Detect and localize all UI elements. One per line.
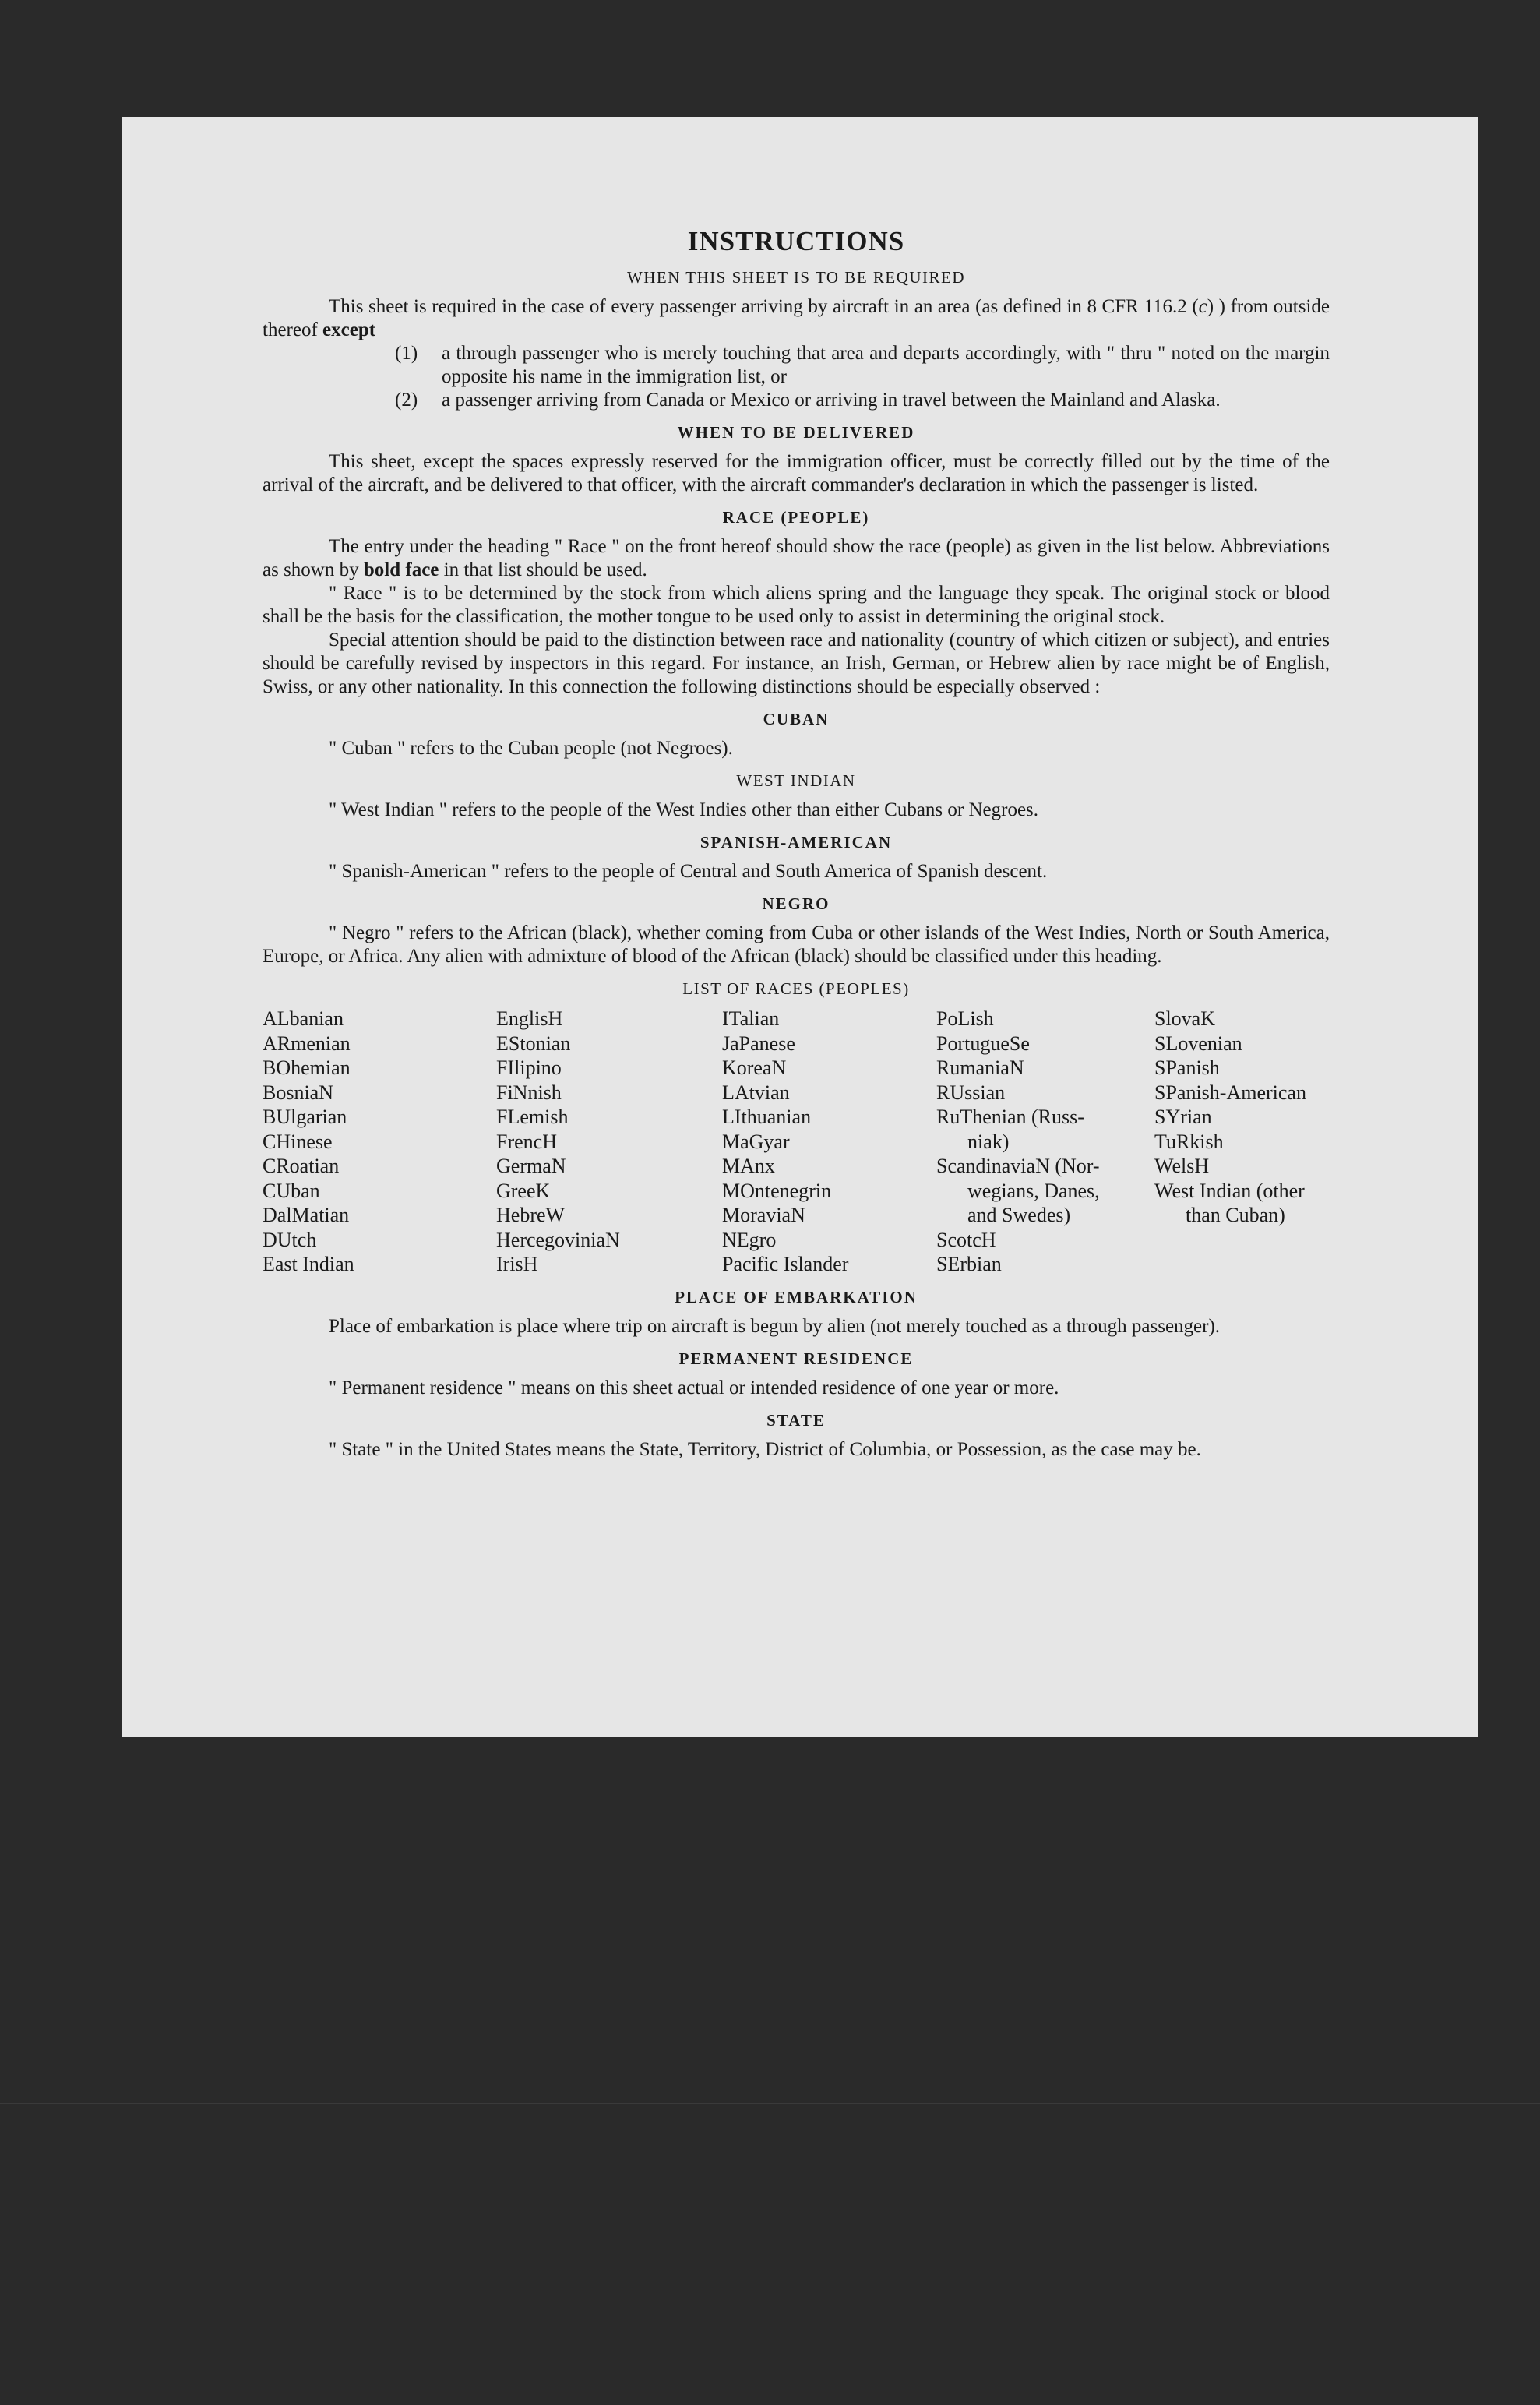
race-paragraph-1: The entry under the heading " Race " on the front hereof should show the race (people) as given in the list below. Abbreviations as shown by bold face in that list should be used. xyxy=(263,536,1330,580)
race-entry: BUlgarian xyxy=(263,1106,347,1128)
heading-place-of-embarkation: PLACE OF EMBARKATION xyxy=(675,1287,918,1307)
sheet-content xyxy=(263,226,1330,1462)
heading-cuban: CUBAN xyxy=(763,710,830,728)
race-entry: NEgro xyxy=(722,1228,777,1251)
race-entry: West Indian (other xyxy=(1154,1179,1305,1202)
race-entry: East Indian xyxy=(263,1253,354,1275)
race-entry: CRoatian xyxy=(263,1155,340,1177)
race-entry: MaGyar xyxy=(722,1130,790,1153)
race-entry: FLemish xyxy=(496,1106,569,1128)
west-indian-text: " West Indian " refers to the people of the West Indies other than either Cubans or Negroes. xyxy=(329,799,1039,820)
race-entry: CUban xyxy=(263,1179,320,1202)
race-entry: SlovaK xyxy=(1154,1007,1215,1030)
heading-spanish-american: SPANISH-AMERICAN xyxy=(700,833,893,852)
race-entry: DalMatian xyxy=(263,1204,350,1226)
race-entry: IrisH xyxy=(496,1253,538,1275)
race-entry: MAnx xyxy=(722,1155,775,1177)
race-entry-continued: than Cuban) xyxy=(1186,1204,1285,1226)
race-entry: Pacific Islander xyxy=(722,1253,849,1275)
when-required-item-1: (1) a through passenger who is merely touching that area and departs accordingly, with " thru " noted on the margin opposite his name in the immigration list, or xyxy=(395,343,1330,387)
when-required-intro: This sheet is required in the case of every passenger arriving by aircraft in an area (as defined in 8 CFR 116.2 (c) ) from outside thereof except xyxy=(263,296,1330,340)
race-entry: MOntenegrin xyxy=(722,1179,832,1202)
race-entry: SYrian xyxy=(1154,1106,1212,1128)
negro-text: " Negro " refers to the African (black), whether coming from Cuba or other islands of the West Indies, North or South America, Europe, or Africa. Any alien with admixture of blood of the African (black) should be classified under this heading. xyxy=(263,922,1330,967)
race-entry: EStonian xyxy=(496,1031,571,1055)
heading-west-indian: WEST INDIAN xyxy=(736,771,856,790)
race-entry: MoraviaN xyxy=(722,1204,805,1226)
heading-permanent-residence: PERMANENT RESIDENCE xyxy=(678,1349,914,1368)
heading-when-required: WHEN THIS SHEET IS TO BE REQUIRED xyxy=(626,268,966,287)
race-entry-continued: niak) xyxy=(967,1130,1010,1153)
race-entry: SPanish-American xyxy=(1154,1081,1306,1104)
cuban-text: " Cuban " refers to the Cuban people (not Negroes). xyxy=(329,738,733,759)
spanish-american-text: " Spanish-American " refers to the people of Central and South America of Spanish descent. xyxy=(329,861,1048,882)
race-entry: ARmenian xyxy=(263,1031,351,1055)
race-entry: LIthuanian xyxy=(722,1106,812,1128)
race-entry: SErbian xyxy=(936,1253,1002,1275)
race-entry: SLovenian xyxy=(1154,1031,1242,1055)
heading-when-delivered: WHEN TO BE DELIVERED xyxy=(677,423,915,442)
race-entry: ScotcH xyxy=(936,1228,996,1251)
race-paragraph-3: Special attention should be paid to the distinction between race and nationality (country of which citizen or subject), and entries should be carefully revised by inspectors in this regard. For instance, an Irish, German, or Hebrew alien by race might be of English, Swiss, or any other nationality. In this connection the following distinctions should be especially observed : xyxy=(263,629,1330,697)
races-column-3 xyxy=(722,1007,936,1277)
race-entry: ALbanian xyxy=(263,1007,344,1030)
race-entry: GermaN xyxy=(496,1155,566,1177)
instruction-sheet xyxy=(122,117,1478,1737)
permanent-residence-text: " Permanent residence " means on this sheet actual or intended residence of one year or more. xyxy=(329,1377,1059,1398)
race-paragraph-2: " Race " is to be determined by the stock from which aliens spring and the language they speak. The original stock or blood shall be the basis for the classification, the mother tongue to be used only to assist in determining the original stock. xyxy=(263,583,1330,627)
state-text: " State " in the United States means the State, Territory, District of Columbia, or Possession, as the case may be. xyxy=(329,1438,1201,1460)
race-entry: EnglisH xyxy=(496,1007,563,1030)
races-column-1 xyxy=(263,1007,496,1277)
race-entry: ITalian xyxy=(722,1007,780,1030)
race-entry-continued: and Swedes) xyxy=(967,1204,1071,1226)
race-entry: WelsH xyxy=(1154,1155,1210,1177)
race-entry-continued: wegians, Danes, xyxy=(967,1179,1100,1202)
race-entry: RumaniaN xyxy=(936,1056,1024,1079)
race-entry: BOhemian xyxy=(263,1056,351,1079)
heading-state: STATE xyxy=(766,1410,826,1430)
race-entry: DUtch xyxy=(263,1228,317,1251)
races-list xyxy=(263,1007,1330,1277)
race-entry: TuRkish xyxy=(1154,1130,1224,1153)
when-delivered-text: This sheet, except the spaces expressly reserved for the immigration officer, must be correctly filled out by the time of the arrival of the aircraft, and be delivered to that officer, with the aircraft commander's declaration in which the passenger is listed. xyxy=(263,451,1330,495)
race-entry: KoreaN xyxy=(722,1056,787,1079)
when-required-item-2: (2) a passenger arriving from Canada or Mexico or arriving in travel between the Mainland and Alaska. xyxy=(395,390,1221,411)
race-entry: RUssian xyxy=(936,1081,1006,1104)
heading-list-of-races: LIST OF RACES (PEOPLES) xyxy=(682,979,910,998)
race-entry: GreeK xyxy=(496,1179,551,1202)
race-entry: FrencH xyxy=(496,1130,557,1153)
races-column-2 xyxy=(496,1007,722,1277)
race-entry: FiNnish xyxy=(496,1081,562,1104)
race-entry: PoLish xyxy=(936,1007,994,1030)
race-entry: BosniaN xyxy=(263,1081,333,1104)
race-entry: JaPanese xyxy=(722,1031,795,1055)
page-title: INSTRUCTIONS xyxy=(687,226,905,256)
race-entry: RuThenian (Russ- xyxy=(936,1106,1084,1128)
heading-race: RACE (PEOPLE) xyxy=(722,508,870,527)
heading-negro: NEGRO xyxy=(762,894,830,913)
race-entry: FIlipino xyxy=(496,1056,562,1079)
race-entry: PortugueSe xyxy=(936,1031,1030,1055)
race-entry: HebreW xyxy=(496,1204,566,1226)
races-column-4 xyxy=(936,1007,1154,1277)
race-entry: CHinese xyxy=(263,1130,333,1153)
race-entry: SPanish xyxy=(1154,1056,1220,1079)
race-entry: ScandinaviaN (Nor- xyxy=(936,1155,1100,1177)
place-of-embarkation-text: Place of embarkation is place where trip on aircraft is begun by alien (not merely touched as a through passenger). xyxy=(329,1315,1221,1337)
races-column-5 xyxy=(1154,1007,1330,1277)
race-entry: LAtvian xyxy=(722,1081,790,1104)
race-entry: HercegoviniaN xyxy=(496,1228,620,1251)
